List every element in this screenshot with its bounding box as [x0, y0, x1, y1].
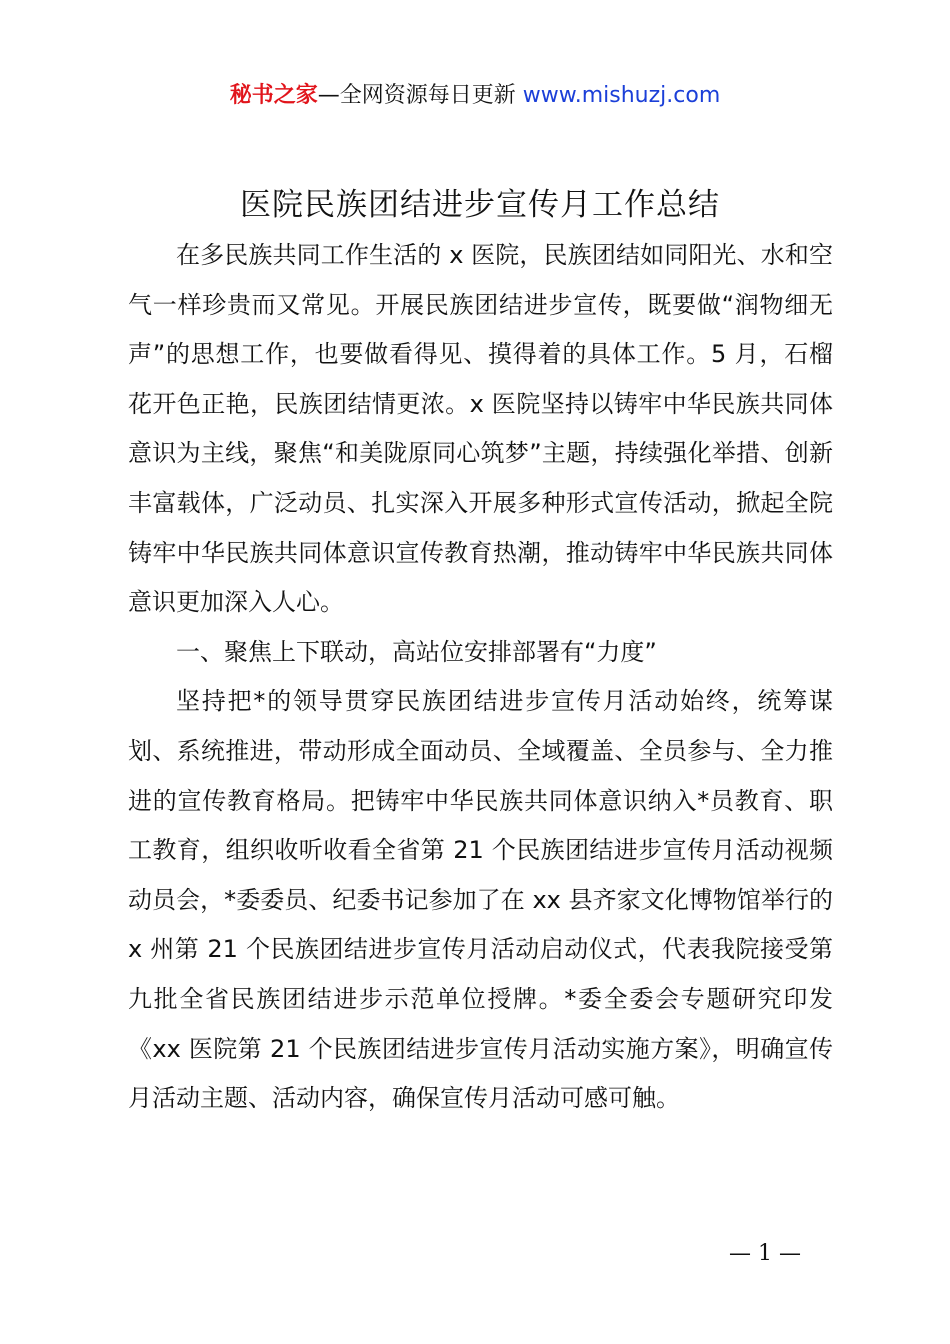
site-header [0, 80, 950, 112]
site-name: 秘书之家 [229, 83, 318, 108]
intro-paragraph: 在多民族共同工作生活的 x 医院，民族团结如同阳光、水和空气一样珍贵而又常见。开展民族团结进步宣传，既要做“润物细无声”的思想工作，也要做看得见、摸得着的具体工作。5 月，石榴花开色正艳，民族团结情更浓。x 医院坚持以铸牢中华民族共同体意识为主线，聚焦“和美陇原同心筑梦”主题，持续强化举措、创新丰富载体，广泛动员、扎实深入开展多种形式宣传活动，掀起全院铸牢中华民族共同体意识宣传教育热潮，推动铸牢中华民族共同体意识更加深入人心。 [128, 241, 833, 617]
section-heading: 一、聚焦上下联动，高站位安排部署有“力度” [176, 637, 657, 666]
site-slogan: —全网资源每日更新 [317, 83, 516, 108]
page-number: — 1 — [729, 1241, 801, 1266]
site-url-link[interactable]: www.mishuzj.com [522, 83, 721, 108]
document-body [128, 231, 833, 1124]
body-paragraph: 坚持把*的领导贯穿民族团结进步宣传月活动始终，统筹谋划、系统推进，带动形成全面动员、全域覆盖、全员参与、全力推进的宣传教育格局。把铸牢中华民族共同体意识纳入*员教育、职工教育，组织收听收看全省第 21 个民族团结进步宣传月活动视频动员会，*委委员、纪委书记参加了在 xx 县齐家文化博物馆举行的 x 州第 21 个民族团结进步宣传月活动启动仪式，代表我院接受第九批全省民族团结进步示范单位授牌。*委全委会专题研究印发《xx 医院第 21 个民族团结进步宣传月活动实施方案》，明确宣传月活动主题、活动内容，确保宣传月活动可感可触。 [128, 687, 833, 1113]
document-title: 医院民族团结进步宣传月工作总结 [240, 187, 720, 223]
